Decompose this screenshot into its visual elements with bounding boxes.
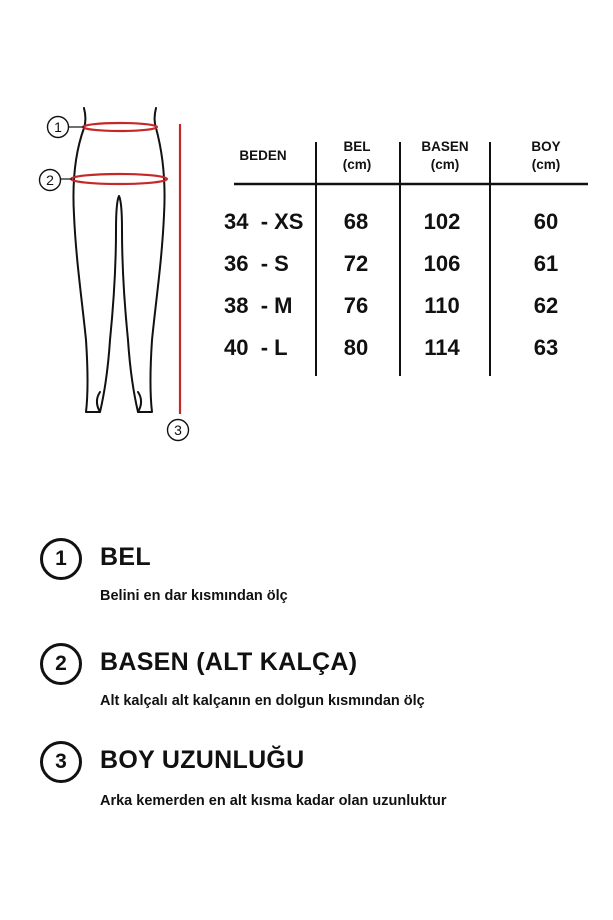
row-4-boy: 63 xyxy=(533,335,559,360)
hip-marker-number: 2 xyxy=(46,172,54,188)
row-2-size: 36 - S xyxy=(224,251,289,276)
row-4-bel: 80 xyxy=(343,335,369,360)
legend-title-waist: BEL xyxy=(100,543,151,571)
header-beden: BEDEN xyxy=(239,148,287,163)
row-3-boy: 62 xyxy=(533,293,559,318)
legend-desc-length: Arka kemerden en alt kısma kadar olan uzunluktur xyxy=(100,793,447,809)
header-basen: BASEN (cm) xyxy=(421,139,469,172)
row-1-bel: 68 xyxy=(343,209,369,234)
length-marker-number: 3 xyxy=(174,422,182,438)
row-2-boy: 61 xyxy=(533,251,559,276)
legend-desc-hip: Alt kalçalı alt kalçanın en dolgun kısmından ölç xyxy=(100,693,425,709)
waist-measure-line xyxy=(83,123,157,131)
legend-desc-waist: Belini en dar kısmından ölç xyxy=(100,588,288,604)
row-1-basen: 102 xyxy=(423,209,461,234)
row-3-basen: 110 xyxy=(424,293,460,318)
row-2-basen: 106 xyxy=(423,251,461,276)
row-3-bel: 76 xyxy=(343,293,369,318)
row-2-bel: 72 xyxy=(343,251,369,276)
row-3-size: 38 - M xyxy=(224,293,293,318)
hip-measure-line xyxy=(71,174,167,184)
row-4-basen: 114 xyxy=(424,335,460,360)
legend-title-length: BOY UZUNLUĞU xyxy=(100,746,305,774)
legend-number-3: 3 xyxy=(40,741,82,783)
header-boy: BOY (cm) xyxy=(531,139,561,172)
waist-marker-number: 1 xyxy=(54,119,62,135)
legend-number-1: 1 xyxy=(40,538,82,580)
row-4-size: 40 - L xyxy=(224,335,288,360)
legend-number-2: 2 xyxy=(40,643,82,685)
row-1-size: 34 - XS xyxy=(224,209,304,234)
legend-title-hip: BASEN (ALT KALÇA) xyxy=(100,648,358,676)
row-1-boy: 60 xyxy=(533,209,559,234)
leg-outline xyxy=(73,108,164,412)
header-bel: BEL (cm) xyxy=(342,139,372,172)
